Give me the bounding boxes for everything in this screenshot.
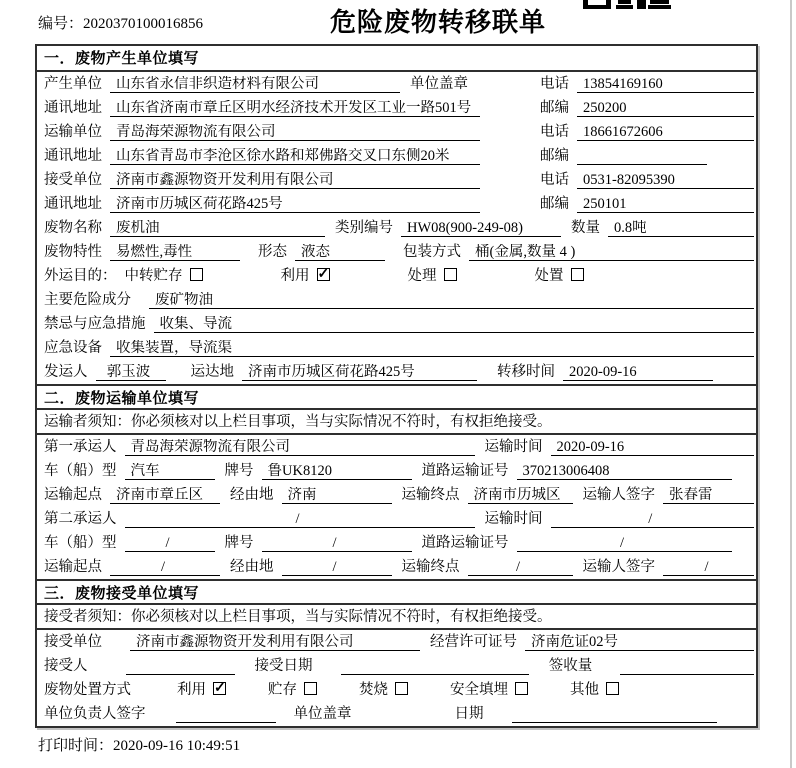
section-2-header: 二．废物运输单位填写 — [37, 384, 756, 410]
producer-address-value: 山东省济南市章丘区明水经济技术开发区工业一路501号 — [110, 100, 480, 117]
via-label: 经由地 — [230, 559, 274, 575]
origin-label: 运输起点 — [44, 487, 102, 503]
acceptor-label: 接受人 — [44, 658, 88, 674]
quantity-label: 数量 — [571, 220, 600, 236]
receiver-address-value: 济南市历城区荷花路425号 — [110, 196, 480, 213]
emergency-value: 收集、导流 — [154, 316, 755, 333]
page-title: 危险废物转移联单 — [330, 8, 547, 37]
vehicle-row-2 — [37, 531, 756, 555]
section-1-header: 一．废物产生单位填写 — [37, 46, 756, 72]
transfer-time-label: 转移时间 — [497, 364, 555, 380]
receiver-value: 济南市鑫源物资开发利用有限公司 — [110, 172, 480, 189]
first-carrier-label: 第一承运人 — [44, 439, 117, 455]
transporter-value: 青岛海荣源物流有限公司 — [110, 124, 480, 141]
road-license-label: 道路运输证号 — [421, 463, 509, 479]
checkbox-checked-icon — [317, 268, 330, 281]
destination-value: 济南市历城区荷花路425号 — [242, 364, 477, 381]
via-value: 济南 — [282, 487, 392, 504]
destination-label: 运达地 — [190, 364, 234, 380]
disposal-option-landfill: 安全填埋 — [450, 678, 528, 699]
transport-time-2-value: / — [551, 511, 755, 528]
first-carrier-row — [37, 435, 756, 459]
packing-label: 包装方式 — [403, 244, 461, 260]
origin-label: 运输起点 — [44, 559, 102, 575]
producer-phone-value: 13854169160 — [577, 76, 754, 93]
waste-name-value: 废机油 — [110, 220, 325, 237]
equipment-row — [37, 336, 756, 360]
origin-2-value: / — [110, 559, 220, 576]
accept-date-value — [341, 658, 529, 675]
date-value — [512, 706, 717, 723]
accept-unit-value: 济南市鑫源物资开发利用有限公司 — [130, 634, 420, 651]
form-value: 液态 — [295, 244, 385, 261]
unit-seal-label: 单位盖章 — [410, 76, 468, 92]
purpose-label: 外运目的： — [44, 268, 117, 284]
head-sign-value — [176, 706, 276, 723]
carrier-sign-value: 张春雷 — [663, 487, 754, 504]
accept-unit-label: 接受单位 — [44, 634, 102, 650]
zip-label: 邮编 — [540, 148, 569, 164]
equipment-value: 收集装置，导流渠 — [110, 340, 754, 357]
plate-label: 牌号 — [224, 535, 254, 551]
page-edge-line — [790, 0, 792, 768]
route-row-2 — [37, 555, 756, 579]
transport-time-label: 运输时间 — [484, 511, 543, 527]
shipper-value: 郭玉波 — [96, 364, 166, 381]
transporter-address-row — [37, 144, 756, 168]
signature-row — [37, 702, 756, 726]
character-label: 废物特性 — [44, 244, 102, 260]
address-label: 通讯地址 — [44, 100, 102, 116]
origin-value: 济南市章丘区 — [110, 487, 220, 504]
date-label: 日期 — [454, 706, 484, 722]
endpoint-2-value: / — [468, 559, 573, 576]
shipper-label: 发运人 — [44, 364, 88, 380]
receiver-phone-value: 0531-82095390 — [577, 172, 754, 189]
plate-2-value: / — [262, 535, 412, 552]
checkbox-icon — [606, 682, 619, 695]
zip-label: 邮编 — [540, 196, 569, 212]
hazard-row — [37, 288, 756, 312]
address-label: 通讯地址 — [44, 148, 102, 164]
via-label: 经由地 — [230, 487, 274, 503]
hazard-label: 主要危险成分 — [44, 292, 131, 308]
form-label: 形态 — [258, 244, 287, 260]
receiver-zip-value: 250101 — [577, 196, 754, 213]
carrier-sign-2-value: / — [663, 559, 754, 576]
category-value: HW08(900-249-08) — [401, 220, 561, 237]
vehicle-type-label: 车（船）型 — [44, 463, 117, 479]
hazard-value: 废矿物油 — [149, 292, 754, 309]
first-carrier-value: 青岛海荣源物流有限公司 — [125, 439, 475, 456]
received-qty-label: 签收量 — [548, 658, 593, 674]
transporter-phone-value: 18661672606 — [577, 124, 754, 141]
transporter-zip-value — [577, 148, 707, 165]
transporter-notice: 运输者须知：你必须核对以上栏目事项，当与实际情况不符时，有权拒绝接受。 — [37, 410, 756, 435]
unit-seal-label: 单位盖章 — [293, 706, 352, 722]
equipment-label: 应急设备 — [44, 340, 102, 356]
acceptor-row — [37, 654, 756, 678]
permit-value: 济南危证02号 — [525, 634, 754, 651]
disposal-option-utilize: 利用 ✓ — [177, 678, 226, 699]
receiver-address-row — [37, 192, 756, 216]
phone-label: 电话 — [540, 76, 569, 92]
head-sign-label: 单位负责人签字 — [44, 706, 146, 722]
via-2-value: / — [282, 559, 392, 576]
purpose-row — [37, 264, 756, 288]
zip-label: 邮编 — [540, 100, 569, 116]
transporter-label: 运输单位 — [44, 124, 102, 140]
road-license-2-value: / — [517, 535, 732, 552]
checkbox-icon — [190, 268, 203, 281]
serial-number: 编号：2020370100016856 — [38, 16, 204, 32]
road-license-value: 370213006408 — [517, 463, 732, 480]
packing-value: 桶(金属,数量 4 ) — [469, 244, 754, 261]
accept-unit-row — [37, 630, 756, 654]
purpose-option-treat: 处理 — [408, 264, 457, 285]
transporter-address-value: 山东省青岛市李沧区徐水路和郑佛路交叉口东侧20米 — [110, 148, 480, 165]
phone-label: 电话 — [540, 124, 569, 140]
emergency-row — [37, 312, 756, 336]
transfer-time-value: 2020-09-16 — [563, 364, 713, 381]
second-carrier-value: / — [125, 511, 475, 528]
disposal-method-label: 废物处置方式 — [44, 682, 131, 698]
purpose-option-transfer-storage: 中转贮存 — [125, 264, 203, 285]
waste-character-row — [37, 240, 756, 264]
vehicle-type-value: 汽车 — [125, 463, 215, 480]
producer-zip-value: 250200 — [577, 100, 754, 117]
endpoint-value: 济南市历城区 — [468, 487, 573, 504]
route-row-1 — [37, 483, 756, 507]
transport-time-value: 2020-09-16 — [551, 439, 755, 456]
receiver-row — [37, 168, 756, 192]
category-label: 类别编号 — [335, 220, 393, 236]
second-carrier-row — [37, 507, 756, 531]
producer-row — [37, 72, 756, 96]
checkbox-checked-icon — [213, 682, 226, 695]
waste-name-label: 废物名称 — [44, 220, 102, 236]
receiver-notice: 接受者须知：你必须核对以上栏目事项，当与实际情况不符时，有权拒绝接受。 — [37, 605, 756, 630]
plate-label: 牌号 — [224, 463, 254, 479]
acceptor-value — [126, 658, 235, 675]
shipper-row — [37, 360, 756, 384]
vehicle-row-1 — [37, 459, 756, 483]
transporter-row — [37, 120, 756, 144]
purpose-option-utilize: 利用 ✓ — [281, 264, 330, 285]
producer-address-row — [37, 96, 756, 120]
producer-value: 山东省永信非织造材料有限公司 — [110, 76, 400, 93]
checkbox-icon — [444, 268, 457, 281]
disposal-option-incinerate: 焚烧 — [359, 678, 408, 699]
permit-label: 经营许可证号 — [430, 634, 517, 650]
received-qty-value — [620, 658, 754, 675]
checkbox-icon — [515, 682, 528, 695]
endpoint-label: 运输终点 — [401, 487, 460, 503]
phone-label: 电话 — [540, 172, 569, 188]
checkbox-icon — [571, 268, 584, 281]
emergency-label: 禁忌与应急措施 — [44, 316, 146, 332]
waste-name-row — [37, 216, 756, 240]
accept-date-label: 接受日期 — [254, 658, 313, 674]
purpose-option-dispose: 处置 — [535, 264, 584, 285]
manifest-form-table — [35, 44, 758, 728]
document-header — [0, 0, 796, 44]
producer-label: 产生单位 — [44, 76, 102, 92]
section-3-header: 三．废物接受单位填写 — [37, 579, 756, 605]
address-label: 通讯地址 — [44, 196, 102, 212]
character-value: 易燃性,毒性 — [110, 244, 240, 261]
disposal-option-storage: 贮存 — [268, 678, 317, 699]
endpoint-label: 运输终点 — [401, 559, 460, 575]
vehicle-type-label: 车（船）型 — [44, 535, 117, 551]
transport-time-label: 运输时间 — [484, 439, 543, 455]
carrier-sign-label: 运输人签字 — [582, 487, 655, 503]
carrier-sign-label: 运输人签字 — [582, 559, 655, 575]
plate-value: 鲁UK8120 — [262, 463, 412, 480]
checkbox-icon — [395, 682, 408, 695]
vehicle-type-2-value: / — [125, 535, 215, 552]
road-license-label: 道路运输证号 — [421, 535, 509, 551]
disposal-option-other: 其他 — [570, 678, 619, 699]
second-carrier-label: 第二承运人 — [44, 511, 117, 527]
print-time: 打印时间：2020-09-16 10:49:51 — [38, 738, 241, 754]
checkbox-icon — [304, 682, 317, 695]
quantity-value: 0.8吨 — [608, 220, 754, 237]
disposal-method-row — [37, 678, 756, 702]
receiver-label: 接受单位 — [44, 172, 102, 188]
